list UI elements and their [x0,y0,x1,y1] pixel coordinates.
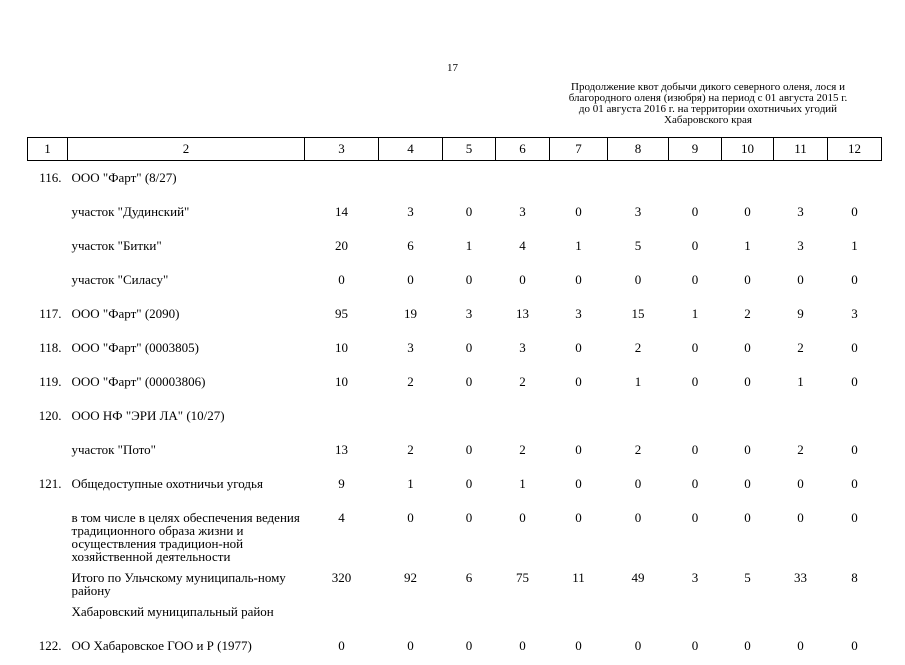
value-cell: 0 [550,503,608,563]
value-cell: 10 [305,367,379,401]
value-cell: 92 [379,563,443,597]
value-cell: 3 [496,333,550,367]
caption-line: Хабаровского края [538,115,878,126]
value-cell [669,161,722,198]
value-cell: 0 [828,469,882,503]
value-cell: 20 [305,231,379,265]
value-cell: 0 [608,631,669,665]
row-name: ООО "Фарт" (2090) [68,299,305,333]
row-name: ООО "Фарт" (8/27) [68,161,305,198]
table-row [28,597,882,631]
value-cell: 0 [722,265,774,299]
row-number: 121. [28,469,68,503]
value-cell: 0 [828,197,882,231]
table-row [28,333,882,367]
column-header: 6 [496,138,550,161]
value-cell: 0 [774,503,828,563]
row-number: 118. [28,333,68,367]
value-cell [443,161,496,198]
value-cell: 1 [608,367,669,401]
value-cell: 1 [379,469,443,503]
value-cell: 0 [443,367,496,401]
value-cell: 1 [774,367,828,401]
value-cell [828,401,882,435]
value-cell [774,161,828,198]
value-cell [496,597,550,631]
value-cell: 0 [550,435,608,469]
value-cell: 9 [774,299,828,333]
column-header: 12 [828,138,882,161]
value-cell: 0 [774,631,828,665]
value-cell: 3 [496,197,550,231]
value-cell [305,401,379,435]
table-caption [538,82,878,126]
value-cell: 0 [379,265,443,299]
value-cell: 0 [669,631,722,665]
caption-line: благородного оленя (изюбря) на период с 01 августа 2015 г. [538,93,878,104]
value-cell: 19 [379,299,443,333]
value-cell: 2 [774,435,828,469]
row-name: в том числе в целях обеспечения ведения традиционного образа жизни и осуществления традицион-ной хозяйственной деятельности [68,503,305,563]
value-cell: 0 [379,631,443,665]
value-cell: 0 [443,333,496,367]
value-cell: 3 [379,333,443,367]
value-cell: 0 [828,333,882,367]
value-cell: 0 [443,631,496,665]
quota-table [27,137,882,665]
value-cell [496,161,550,198]
value-cell: 0 [496,503,550,563]
value-cell [722,401,774,435]
value-cell: 0 [608,265,669,299]
value-cell: 1 [722,231,774,265]
table-row [28,563,882,597]
table-row [28,401,882,435]
row-name: ООО НФ "ЭРИ ЛА" (10/27) [68,401,305,435]
value-cell: 0 [774,469,828,503]
value-cell [774,597,828,631]
value-cell [550,597,608,631]
value-cell: 0 [443,435,496,469]
value-cell: 33 [774,563,828,597]
value-cell: 4 [305,503,379,563]
value-cell [608,597,669,631]
value-cell: 0 [669,333,722,367]
value-cell: 3 [669,563,722,597]
value-cell [443,401,496,435]
value-cell [379,597,443,631]
value-cell: 0 [669,435,722,469]
value-cell: 3 [379,197,443,231]
table-row [28,469,882,503]
column-header: 9 [669,138,722,161]
value-cell: 5 [722,563,774,597]
value-cell: 0 [669,469,722,503]
row-name: участок "Пото" [68,435,305,469]
column-header: 1 [28,138,68,161]
value-cell: 0 [550,265,608,299]
value-cell: 0 [828,265,882,299]
caption-line: Продолжение квот добычи дикого северного оленя, лося и [538,82,878,93]
value-cell [550,161,608,198]
value-cell: 0 [669,367,722,401]
value-cell [828,597,882,631]
value-cell: 1 [550,231,608,265]
value-cell: 9 [305,469,379,503]
value-cell [722,597,774,631]
row-name: участок "Битки" [68,231,305,265]
value-cell: 0 [828,435,882,469]
column-header: 10 [722,138,774,161]
value-cell: 2 [608,435,669,469]
value-cell: 0 [379,503,443,563]
value-cell: 2 [774,333,828,367]
table-row [28,161,882,198]
value-cell [305,161,379,198]
value-cell: 3 [774,231,828,265]
row-number: 120. [28,401,68,435]
value-cell [496,401,550,435]
table-row [28,265,882,299]
value-cell [379,401,443,435]
header-row [28,138,882,161]
value-cell [305,597,379,631]
column-header: 2 [68,138,305,161]
value-cell: 0 [443,197,496,231]
value-cell: 6 [443,563,496,597]
value-cell [443,597,496,631]
value-cell: 0 [550,333,608,367]
row-name: Общедоступные охотничьи угодья [68,469,305,503]
row-name: Хабаровский муниципальный район [68,597,305,631]
value-cell: 0 [828,367,882,401]
value-cell [774,401,828,435]
row-number: 122. [28,631,68,665]
value-cell: 1 [496,469,550,503]
row-name: ООО "Фарт" (0003805) [68,333,305,367]
table-row [28,631,882,665]
value-cell [379,161,443,198]
value-cell: 75 [496,563,550,597]
value-cell: 0 [443,469,496,503]
column-header: 11 [774,138,828,161]
value-cell: 1 [669,299,722,333]
value-cell: 1 [443,231,496,265]
value-cell: 2 [722,299,774,333]
value-cell: 0 [722,197,774,231]
value-cell [669,401,722,435]
value-cell: 0 [828,631,882,665]
value-cell: 0 [305,265,379,299]
value-cell: 15 [608,299,669,333]
value-cell [722,161,774,198]
value-cell: 2 [379,367,443,401]
row-number [28,231,68,265]
value-cell [669,597,722,631]
column-header: 3 [305,138,379,161]
row-name: ОО Хабаровское ГОО и Р (1977) [68,631,305,665]
value-cell: 5 [608,231,669,265]
table-row [28,503,882,563]
value-cell: 0 [550,469,608,503]
value-cell: 3 [828,299,882,333]
value-cell: 2 [608,333,669,367]
value-cell: 0 [669,231,722,265]
value-cell: 0 [722,333,774,367]
value-cell [608,401,669,435]
value-cell: 3 [443,299,496,333]
value-cell: 10 [305,333,379,367]
value-cell: 0 [443,265,496,299]
row-number [28,435,68,469]
value-cell: 0 [550,367,608,401]
column-header: 8 [608,138,669,161]
value-cell: 0 [722,367,774,401]
value-cell: 0 [305,631,379,665]
value-cell: 0 [722,631,774,665]
column-header: 4 [379,138,443,161]
table-row [28,231,882,265]
value-cell: 0 [669,265,722,299]
value-cell: 2 [496,435,550,469]
table-row [28,197,882,231]
row-number [28,265,68,299]
value-cell: 0 [669,197,722,231]
value-cell: 3 [774,197,828,231]
value-cell: 0 [669,503,722,563]
row-number [28,503,68,563]
value-cell: 2 [379,435,443,469]
value-cell: 0 [550,197,608,231]
value-cell [608,161,669,198]
value-cell: 0 [722,469,774,503]
row-number: 116. [28,161,68,198]
row-name: ООО "Фарт" (00003806) [68,367,305,401]
caption-line: до 01 августа 2016 г. на территории охотничьих угодий [538,104,878,115]
value-cell: 0 [550,631,608,665]
value-cell: 95 [305,299,379,333]
page-number: 17 [0,62,905,74]
value-cell: 3 [550,299,608,333]
value-cell: 2 [496,367,550,401]
value-cell: 0 [608,469,669,503]
value-cell: 0 [828,503,882,563]
value-cell: 0 [496,265,550,299]
value-cell: 13 [496,299,550,333]
column-header: 7 [550,138,608,161]
value-cell [550,401,608,435]
value-cell: 6 [379,231,443,265]
row-name: участок "Силасу" [68,265,305,299]
table-row [28,299,882,333]
value-cell: 0 [774,265,828,299]
row-number [28,563,68,597]
row-number [28,197,68,231]
value-cell: 11 [550,563,608,597]
row-number: 119. [28,367,68,401]
value-cell: 4 [496,231,550,265]
value-cell [828,161,882,198]
table-body [28,161,882,665]
row-name: участок "Дудинский" [68,197,305,231]
column-header: 5 [443,138,496,161]
value-cell: 1 [828,231,882,265]
value-cell: 13 [305,435,379,469]
value-cell: 320 [305,563,379,597]
value-cell: 0 [608,503,669,563]
value-cell: 49 [608,563,669,597]
value-cell: 0 [722,503,774,563]
value-cell: 3 [608,197,669,231]
value-cell: 8 [828,563,882,597]
value-cell: 0 [443,503,496,563]
row-number [28,597,68,631]
row-number: 117. [28,299,68,333]
row-name: Итого по Ульчскому муниципаль-ному району [68,563,305,597]
table-row [28,435,882,469]
table-row [28,367,882,401]
value-cell: 0 [496,631,550,665]
value-cell: 14 [305,197,379,231]
value-cell: 0 [722,435,774,469]
